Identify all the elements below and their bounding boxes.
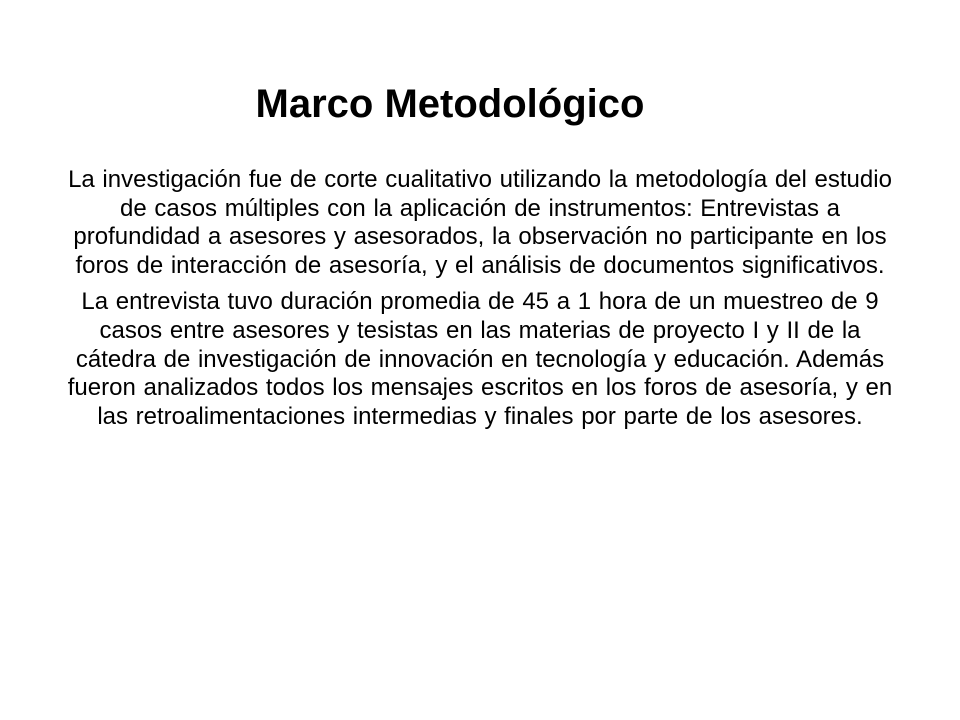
methodology-paragraph: La investigación fue de corte cualitativo utilizando la metodología del estudio de casos múltiples con la aplicación de instrumentos: Entrevistas a profundidad a asesores y asesorados, la observación no participante en los foros de interacción de asesoría, y el análisis de documentos significativos. (68, 166, 892, 279)
interview-paragraph: La entrevista tuvo duración promedia de 45 a 1 hora de un muestreo de 9 casos entre asesores y tesistas en las materias de proyecto I y II de la cátedra de investigación de innovación en tecnología y educación. Además fueron analizados todos los mensajes escritos en los foros de asesoría, y en las retroalimentaciones intermedias y finales por parte de los asesores. (67, 288, 893, 430)
slide-body (58, 166, 902, 431)
slide-title: Marco Metodológico (255, 82, 645, 126)
